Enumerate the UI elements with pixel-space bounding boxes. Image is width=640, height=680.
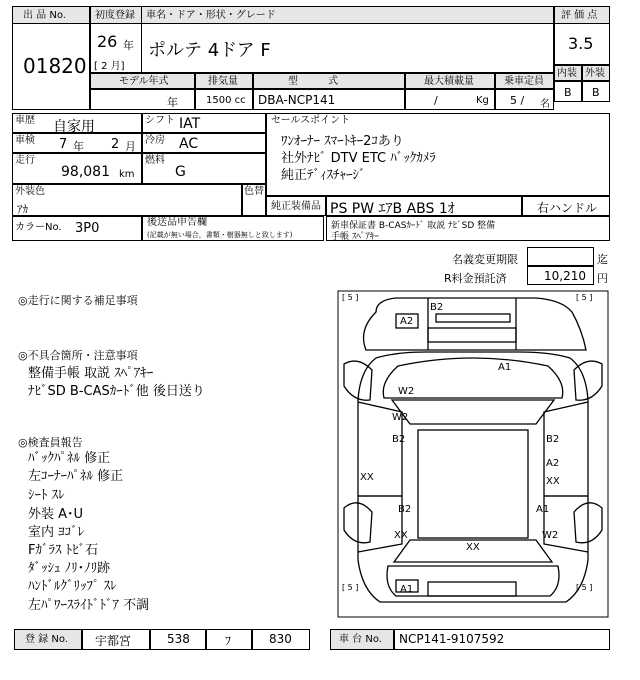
max-load-label: 最大積載量: [424, 76, 474, 87]
inspection-year-unit: 年: [73, 140, 84, 153]
reg-place-cell: [82, 629, 150, 650]
capacity-label: 乗車定員: [504, 76, 544, 87]
name-change-label: 名義変更期限: [452, 253, 518, 266]
model-label: 型 式: [288, 76, 338, 87]
sales-points-cell: [266, 113, 610, 196]
model-year-label: モデル年式: [119, 76, 169, 87]
reg-label-cell: [14, 629, 82, 650]
inspection-month-unit: 月: [125, 140, 136, 153]
score-label-cell: [554, 6, 610, 24]
interior-label-cell: [554, 65, 582, 81]
model-year-label-cell: [90, 73, 195, 89]
interior-score-cell: [554, 81, 582, 102]
mileage-cell: [12, 153, 142, 184]
steering-value: 右ハンドル: [537, 201, 598, 215]
inspection-label: 車検: [15, 135, 35, 146]
shift-label: シフト: [145, 115, 175, 126]
inspector-line: 外装 A･U: [28, 507, 84, 522]
damage-mark: W2: [398, 386, 415, 397]
fuel-label: 燃料: [145, 155, 165, 166]
color-no-cell: [12, 216, 142, 241]
sales-point-line: 純正ﾃﾞｨｽﾁｬｰｼﾞ: [281, 168, 366, 183]
damage-mark: B2: [430, 302, 444, 313]
history-cell: [12, 113, 142, 133]
mileage-label: 走行: [15, 155, 35, 166]
capacity-cell: [495, 89, 554, 110]
first-reg-month: [ 2 月]: [94, 61, 125, 72]
max-load-label-cell: [405, 73, 495, 89]
max-load-cell: [405, 89, 495, 110]
reg-kana: ﾌ: [225, 634, 232, 648]
car-name: ポルテ 4ドア F: [148, 40, 271, 61]
damage-mark: B2: [392, 434, 406, 445]
damage-mark: A2: [400, 316, 414, 327]
history-value: 自家用: [53, 119, 95, 135]
max-load-unit: Kg: [476, 95, 489, 106]
documents-line: 手帳 ｽﾍﾟｱｷｰ: [331, 232, 379, 242]
exterior-label-cell: [582, 65, 610, 81]
corner-label-bottom-right: [ 5 ]: [576, 583, 593, 592]
interior-score: B: [564, 86, 572, 99]
equipment-label: 純正装備品: [271, 201, 321, 212]
driving-notes-heading: ◎走行に関する補足事項: [18, 294, 138, 307]
first-reg-cell: [90, 23, 142, 73]
damage-mark: A2: [546, 458, 560, 469]
ac-value: AC: [179, 136, 199, 152]
inspector-line: 室内 ﾖｺﾞﾚ: [28, 525, 85, 540]
model-cell: [253, 89, 405, 110]
ext-color-value: ｱｶ: [17, 203, 28, 216]
recycle-unit: 円: [597, 272, 608, 285]
lot-label-cell: [12, 6, 90, 24]
inspection-year: 7: [59, 137, 68, 152]
exterior-score-cell: [582, 81, 610, 102]
inspector-line: ｼｰﾄ ｽﾚ: [28, 488, 65, 503]
damage-mark: A1: [536, 504, 550, 515]
chassis-label-cell: [330, 629, 394, 650]
damage-mark: B2: [546, 434, 560, 445]
sales-point-line: ﾜﾝｵｰﾅｰ ｽﾏｰﾄｷｰ2ｺあり: [281, 134, 404, 149]
reg-number: 830: [269, 632, 292, 646]
inspector-line: 左ｺｰﾅｰﾊﾟﾈﾙ 修正: [28, 469, 124, 484]
damage-mark: W2: [392, 412, 409, 423]
model-year-cell: [90, 89, 195, 110]
defect-notes-heading: ◎不具合箇所・注意事項: [18, 349, 138, 362]
color-change-label: 色替: [244, 186, 264, 197]
model-label-cell: [253, 73, 405, 89]
ac-cell: [142, 133, 266, 153]
year-unit: 年: [123, 39, 134, 52]
equipment-value: PS PW ｴｱB ABS 1ｵ: [330, 201, 455, 217]
defect-line: ﾅﾋﾞSD B-CASｶｰﾄﾞ他 後日送り: [28, 384, 205, 399]
equipment-label-cell: [266, 196, 326, 216]
damage-mark: B2: [398, 504, 412, 515]
corner-label-top-left: [ 5 ]: [342, 293, 359, 302]
after-items-cell: [142, 216, 324, 241]
defect-line: 整備手帳 取説 ｽﾍﾟｱｷｰ: [28, 366, 154, 381]
corner-label-top-right: [ 5 ]: [576, 293, 593, 302]
sales-points-label: セールスポイント: [271, 115, 351, 126]
name-change-value-cell: [527, 247, 594, 266]
damage-mark: A1: [498, 362, 512, 373]
color-no-label: カラーNo.: [15, 222, 62, 233]
model-value: DBA-NCP141: [258, 93, 336, 107]
exterior-score: B: [592, 86, 600, 99]
chassis-cell: [394, 629, 610, 650]
ext-color-label: 外装色: [15, 186, 45, 197]
name-change-unit: 迄: [597, 253, 608, 266]
mileage-value: 98,081: [61, 164, 110, 180]
damage-mark: XX: [546, 476, 560, 487]
inspection-month: 2: [111, 137, 120, 152]
recycle-value: 10,210: [544, 269, 586, 283]
damage-mark: XX: [466, 542, 480, 553]
model-year-value: 年: [167, 96, 178, 109]
first-reg-label-cell: [90, 6, 142, 24]
damage-mark: XX: [360, 472, 374, 483]
shift-value: IAT: [179, 116, 201, 132]
displacement-cell: [195, 89, 253, 110]
interior-label: 内装: [557, 68, 577, 79]
shift-cell: [142, 113, 266, 133]
inspector-line: Fｶﾞﾗｽ ﾄﾋﾞ石: [28, 543, 99, 558]
after-items-label: 後送品申告欄: [147, 217, 207, 228]
color-no-value: 3P0: [75, 221, 100, 236]
inspector-notes-heading: ◎検査員報告: [18, 436, 83, 449]
recycle-value-cell: [527, 266, 594, 285]
reg-kana-cell: [206, 629, 252, 650]
reg-number-cell: [252, 629, 310, 650]
steering-cell: [522, 196, 610, 216]
documents-line: 新車保証書 B-CASｶｰﾄﾞ 取説 ﾅﾋﾞSD 整備: [331, 221, 496, 231]
score-value: 3.5: [568, 34, 594, 53]
color-change-cell: [242, 184, 266, 216]
car-name-label: 車名・ドア・形状・グレード: [146, 10, 276, 21]
lot-number: 01820: [23, 54, 87, 78]
inspector-line: ﾀﾞｯｼｭ ﾉﾘ･ﾉﾘ跡: [28, 561, 111, 576]
sales-point-line: 社外ﾅﾋﾞ DTV ETC ﾊﾞｯｸｶﾒﾗ: [281, 151, 436, 166]
fuel-value: G: [175, 164, 186, 180]
inspection-cell: [12, 133, 142, 153]
displacement-value: 1500 cc: [206, 95, 246, 106]
corner-label-bottom-left: [ 5 ]: [342, 583, 359, 592]
damage-mark: A1: [400, 584, 414, 595]
chassis-label: 車 台 No.: [339, 634, 382, 645]
after-items-note: (記載が無い場合，書類・樹器無しと致します): [147, 231, 293, 239]
damage-mark: XX: [394, 530, 408, 541]
score-label: 評 価 点: [561, 10, 598, 21]
damage-mark: W2: [542, 530, 559, 541]
max-load-value: /: [434, 94, 438, 107]
displacement-label-cell: [195, 73, 253, 89]
capacity-value: 5 /: [510, 94, 525, 107]
recycle-label: R料金預託済: [444, 272, 507, 285]
lot-number-cell: [12, 23, 90, 110]
first-reg-year: 26: [97, 32, 118, 51]
chassis-value: NCP141-9107592: [399, 632, 505, 646]
mileage-unit: km: [119, 169, 135, 180]
reg-label: 登 録 No.: [25, 634, 68, 645]
equipment-cell: [326, 196, 522, 216]
fuel-cell: [142, 153, 266, 184]
inspector-line: ﾊﾝﾄﾞﾙｸﾞﾘｯﾌﾟ ｽﾚ: [28, 579, 117, 594]
documents-cell: [326, 216, 610, 241]
reg-class-cell: [150, 629, 206, 650]
first-reg-label: 初度登録: [95, 10, 135, 21]
car-name-label-cell: [141, 6, 554, 24]
lot-label: 出 品 No.: [23, 10, 66, 21]
reg-place: 宇都宮: [95, 634, 132, 648]
inspector-line: ﾊﾞｯｸﾊﾟﾈﾙ 修正: [28, 451, 111, 466]
capacity-unit: 名: [540, 99, 550, 110]
car-name-cell: [141, 23, 554, 73]
displacement-label: 排気量: [208, 76, 238, 87]
ac-label: 冷房: [145, 135, 165, 146]
car-damage-diagram: [336, 290, 610, 620]
score-cell: [554, 23, 610, 65]
capacity-label-cell: [495, 73, 554, 89]
exterior-label: 外装: [585, 68, 605, 79]
ext-color-cell: [12, 184, 242, 216]
history-label: 車歴: [15, 115, 35, 126]
reg-class: 538: [167, 632, 190, 646]
inspector-line: 左ﾊﾟﾜｰｽﾗｲﾄﾞﾄﾞｱ 不調: [28, 598, 150, 613]
